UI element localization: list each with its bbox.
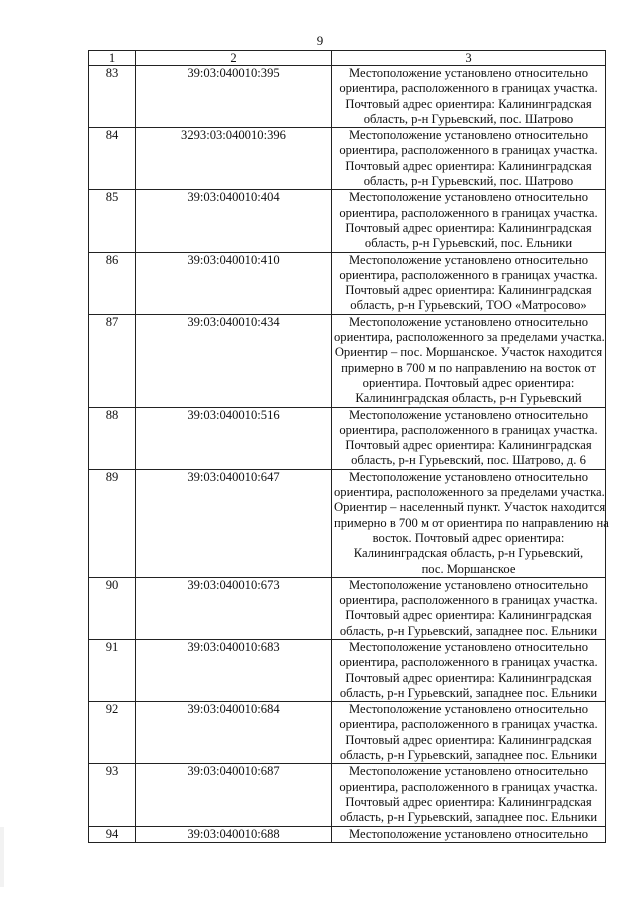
row-number: 91 — [89, 639, 136, 701]
row-number: 89 — [89, 469, 136, 577]
location-line: ориентира. Почтовый адрес ориентира: — [362, 375, 575, 390]
cadastral-number: 39:03:040010:683 — [136, 639, 332, 701]
column-number-2: 2 — [136, 51, 332, 66]
cadastral-number: 39:03:040010:516 — [136, 407, 332, 469]
page-number: 9 — [316, 33, 324, 48]
cadastral-number: 39:03:040010:647 — [136, 469, 332, 577]
location-line: Местоположение установлено относительно — [348, 66, 589, 80]
location-line: ориентира, расположенного в границах участка. — [339, 143, 598, 158]
row-number: 83 — [89, 66, 136, 128]
location-line: Местоположение установлено относительно — [348, 702, 589, 717]
location-line: Местоположение установлено относительно — [348, 577, 589, 592]
location-description — [332, 764, 606, 826]
location-line: область, р-н Гурьевский, пос. Шатрово — [363, 111, 574, 126]
table-row — [89, 128, 606, 190]
location-description — [332, 826, 606, 842]
location-line: пос. Моршанское — [421, 561, 516, 576]
location-line: Местоположение установлено относительно — [348, 826, 589, 841]
location-line: Местоположение установлено относительно — [348, 128, 589, 143]
location-line: ориентира, расположенного в границах участка. — [339, 593, 598, 608]
location-line: область, р-н Гурьевский, западнее пос. Ельники — [339, 810, 598, 825]
column-number-row — [89, 51, 606, 66]
row-number: 92 — [89, 702, 136, 764]
row-number: 94 — [89, 826, 136, 842]
row-number: 90 — [89, 577, 136, 639]
cadastral-number: 39:03:040010:404 — [136, 190, 332, 252]
location-description — [332, 128, 606, 190]
location-description — [332, 66, 606, 128]
location-line: Почтовый адрес ориентира: Калининградская — [345, 732, 592, 747]
location-line: область, р-н Гурьевский, западнее пос. Ельники — [339, 623, 598, 638]
row-number: 88 — [89, 407, 136, 469]
location-line: область, р-н Гурьевский, пос. Шатрово — [363, 174, 574, 189]
cadastral-number: 39:03:040010:673 — [136, 577, 332, 639]
table-row — [89, 826, 606, 842]
location-line: Почтовый адрес ориентира: Калининградская — [345, 158, 592, 173]
location-line: ориентира, расположенного в границах участка. — [339, 717, 598, 732]
location-line: Почтовый адрес ориентира: Калининградская — [345, 794, 592, 809]
cadastral-number: 39:03:040010:410 — [136, 252, 332, 314]
cadastral-number: 39:03:040010:434 — [136, 314, 332, 407]
location-line: примерно в 700 м по направлению на восток от — [341, 360, 596, 375]
location-line: Почтовый адрес ориентира: Калининградская — [345, 670, 592, 685]
location-description — [332, 702, 606, 764]
location-description — [332, 639, 606, 701]
location-line: Ориентир – пос. Моршанское. Участок находится — [334, 345, 603, 360]
location-line: Почтовый адрес ориентира: Калининградская — [345, 608, 592, 623]
location-line: ориентира, расположенного за пределами участка. — [334, 330, 605, 345]
location-description — [332, 469, 609, 577]
row-number: 86 — [89, 252, 136, 314]
row-number: 84 — [89, 128, 136, 190]
row-number: 93 — [89, 764, 136, 826]
location-line: ориентира, расположенного за пределами участка. — [334, 485, 605, 500]
location-line: ориентира, расположенного в границах участка. — [339, 81, 598, 96]
table-row — [89, 252, 606, 314]
location-line: ориентира, расположенного в границах участка. — [339, 422, 598, 437]
cadastral-number: 39:03:040010:395 — [136, 66, 332, 128]
location-line: Ориентир – населенный пункт. Участок находится — [334, 500, 606, 515]
location-description — [332, 577, 606, 639]
table-row — [89, 469, 606, 577]
location-line: Местоположение установлено относительно — [348, 639, 589, 654]
row-number: 85 — [89, 190, 136, 252]
location-line: Почтовый адрес ориентира: Калининградская — [345, 220, 592, 235]
table-row — [89, 702, 606, 764]
table-row — [89, 190, 606, 252]
location-line: Местоположение установлено относительно — [348, 252, 589, 267]
location-line: ориентира, расположенного в границах участка. — [339, 779, 598, 794]
location-line: примерно в 700 м от ориентира по направлению на — [334, 515, 609, 530]
scan-edge-mark — [0, 827, 4, 887]
location-line: Местоположение установлено относительно — [348, 190, 589, 205]
location-line: Местоположение установлено относительно — [348, 469, 589, 484]
cadastral-number: 39:03:040010:684 — [136, 702, 332, 764]
location-line: ориентира, расположенного в границах участка. — [339, 205, 598, 220]
cadastral-number: 39:03:040010:688 — [136, 826, 332, 842]
table-body — [89, 66, 609, 843]
column-number-1: 1 — [89, 51, 136, 66]
location-line: Калининградская область, р-н Гурьевский — [355, 391, 582, 406]
location-line: Почтовый адрес ориентира: Калининградская — [345, 283, 592, 298]
location-line: Местоположение установлено относительно — [348, 314, 589, 329]
table-row — [89, 66, 606, 128]
location-line: область, р-н Гурьевский, западнее пос. Ельники — [339, 685, 598, 700]
location-line: Почтовый адрес ориентира: Калининградская — [345, 96, 592, 111]
column-number-3: 3 — [332, 51, 606, 66]
location-description — [332, 407, 606, 469]
location-description — [332, 190, 606, 252]
cadastral-number: 39:03:040010:687 — [136, 764, 332, 826]
table-row — [89, 639, 606, 701]
location-line: ориентира, расположенного в границах участка. — [339, 267, 598, 282]
cadastral-number: 3293:03:040010:396 — [136, 128, 332, 190]
location-line: Местоположение установлено относительно — [348, 407, 589, 422]
location-description — [332, 252, 606, 314]
table-row — [89, 314, 606, 407]
location-line: область, р-н Гурьевский, пос. Шатрово, д. 6 — [351, 453, 586, 468]
location-description — [332, 314, 606, 407]
table-row — [89, 407, 606, 469]
table-row — [89, 764, 606, 826]
location-line: Калининградская область, р-н Гурьевский, — [353, 546, 584, 561]
location-line: восток. Почтовый адрес ориентира: — [372, 530, 565, 545]
location-line: ориентира, расположенного в границах участка. — [339, 655, 598, 670]
table-row — [89, 577, 606, 639]
location-line: Местоположение установлено относительно — [348, 764, 589, 779]
location-line: область, р-н Гурьевский, западнее пос. Ельники — [339, 748, 598, 763]
location-line: область, р-н Гурьевский, пос. Ельники — [364, 236, 573, 251]
location-line: область, р-н Гурьевский, ТОО «Матросово» — [350, 298, 587, 313]
location-line: Почтовый адрес ориентира: Калининградская — [345, 438, 592, 453]
land-plots-table — [88, 50, 609, 843]
row-number: 87 — [89, 314, 136, 407]
